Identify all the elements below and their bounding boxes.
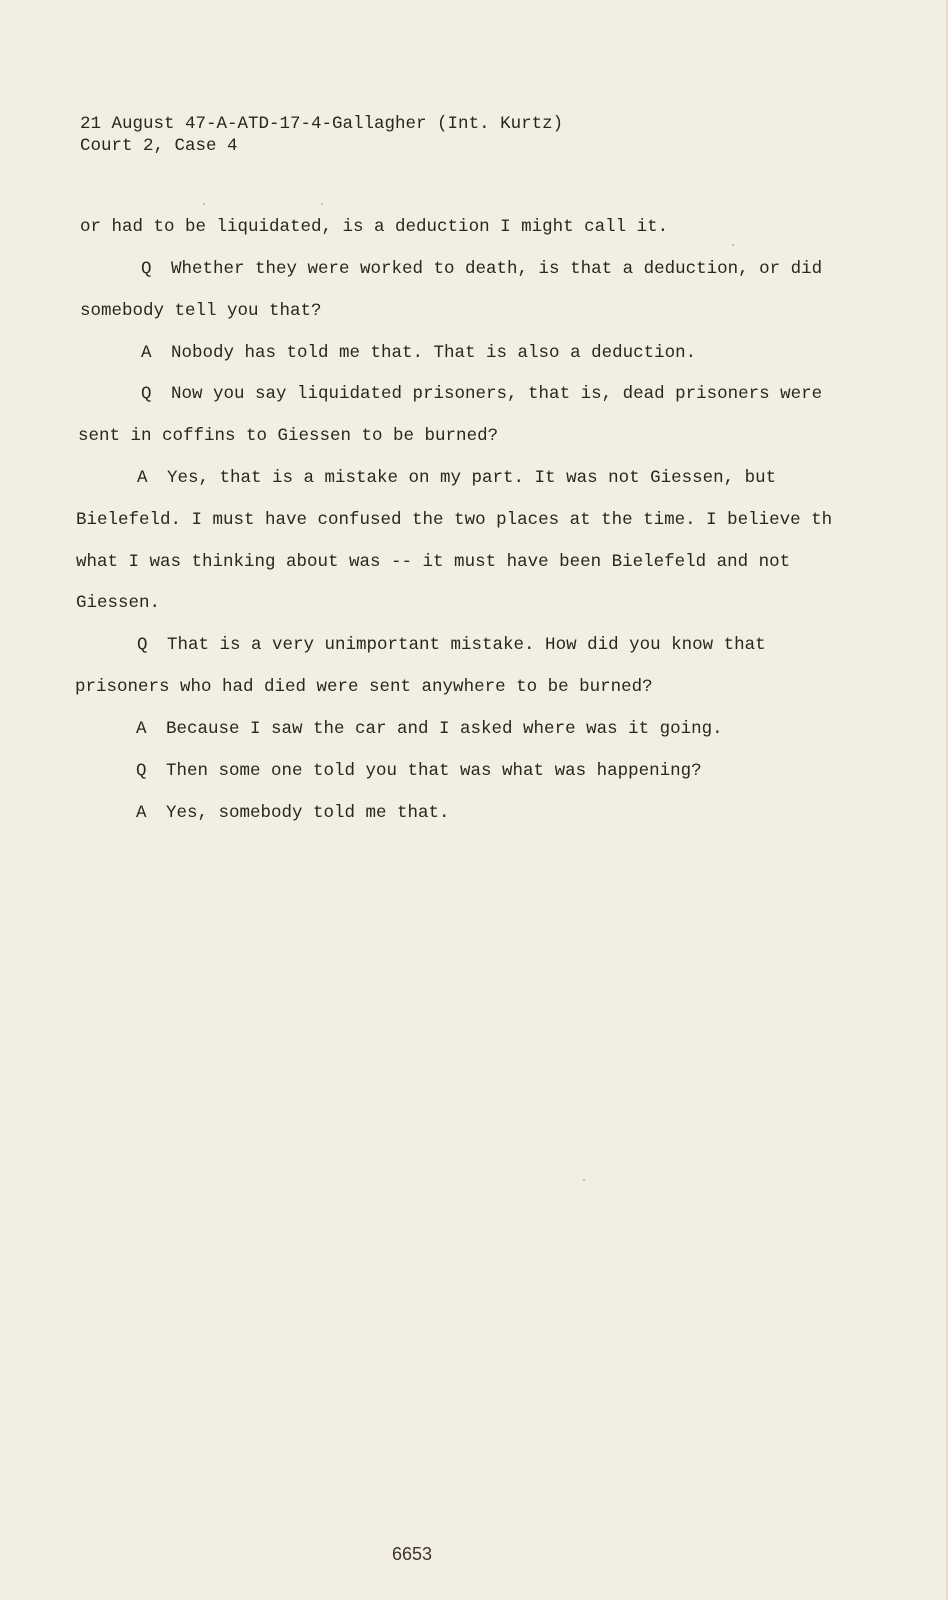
line-text: Then some one told you that was what was happening?	[166, 761, 702, 781]
line-text: Now you say liquidated prisoners, that is, dead prisoners were	[171, 384, 823, 404]
line-text: Nobody has told me that. That is also a deduction.	[171, 343, 697, 363]
transcript-line	[78, 425, 498, 447]
speaker-label: A	[136, 803, 147, 823]
transcript-line	[80, 300, 322, 322]
speaker-label: A	[141, 343, 152, 363]
header-court-line: Court 2, Case 4	[80, 136, 238, 156]
transcript-line	[136, 802, 450, 824]
line-text: Whether they were worked to death, is that a deduction, or did	[171, 259, 823, 279]
transcript-line	[76, 509, 832, 531]
line-text: Because I saw the car and I asked where was it going.	[166, 719, 723, 739]
page-number: 6653	[392, 1544, 433, 1564]
transcript-line	[141, 342, 696, 364]
speaker-label: Q	[141, 259, 152, 279]
line-text: or had to be liquidated, is a deduction I might call it.	[80, 217, 669, 237]
transcript-line	[76, 592, 160, 614]
transcript-line	[75, 676, 653, 698]
line-text: what I was thinking about was -- it must have been Bielefeld and not	[76, 552, 791, 572]
line-text: Bielefeld. I must have confused the two places at the time. I believe th	[76, 510, 833, 530]
line-text: That is a very unimportant mistake. How did you know that	[167, 635, 766, 655]
transcript-line	[136, 760, 702, 782]
paper-speck	[203, 203, 205, 205]
speaker-label: Q	[137, 635, 148, 655]
line-text: somebody tell you that?	[80, 301, 322, 321]
document-header	[80, 113, 563, 157]
line-text: Yes, somebody told me that.	[166, 803, 450, 823]
line-text: prisoners who had died were sent anywhere to be burned?	[75, 677, 653, 697]
line-text: sent in coffins to Giessen to be burned?	[78, 426, 499, 446]
speaker-label: Q	[136, 761, 147, 781]
transcript-line	[76, 551, 790, 573]
paper-speck	[321, 203, 323, 205]
paper-speck	[583, 1179, 585, 1181]
transcript-line	[136, 718, 723, 740]
transcript-line	[141, 258, 822, 280]
speaker-label: Q	[141, 384, 152, 404]
paper-speck	[732, 244, 734, 246]
line-text: Giessen.	[76, 593, 161, 613]
transcript-line	[80, 216, 668, 238]
transcript-line	[141, 383, 822, 405]
line-text: Yes, that is a mistake on my part. It was not Giessen, but	[167, 468, 777, 488]
speaker-label: A	[137, 468, 148, 488]
transcript-line	[137, 634, 766, 656]
transcript-line	[137, 467, 776, 489]
speaker-label: A	[136, 719, 147, 739]
header-date-line: 21 August 47-A-ATD-17-4-Gallagher (Int. Kurtz)	[80, 114, 564, 134]
